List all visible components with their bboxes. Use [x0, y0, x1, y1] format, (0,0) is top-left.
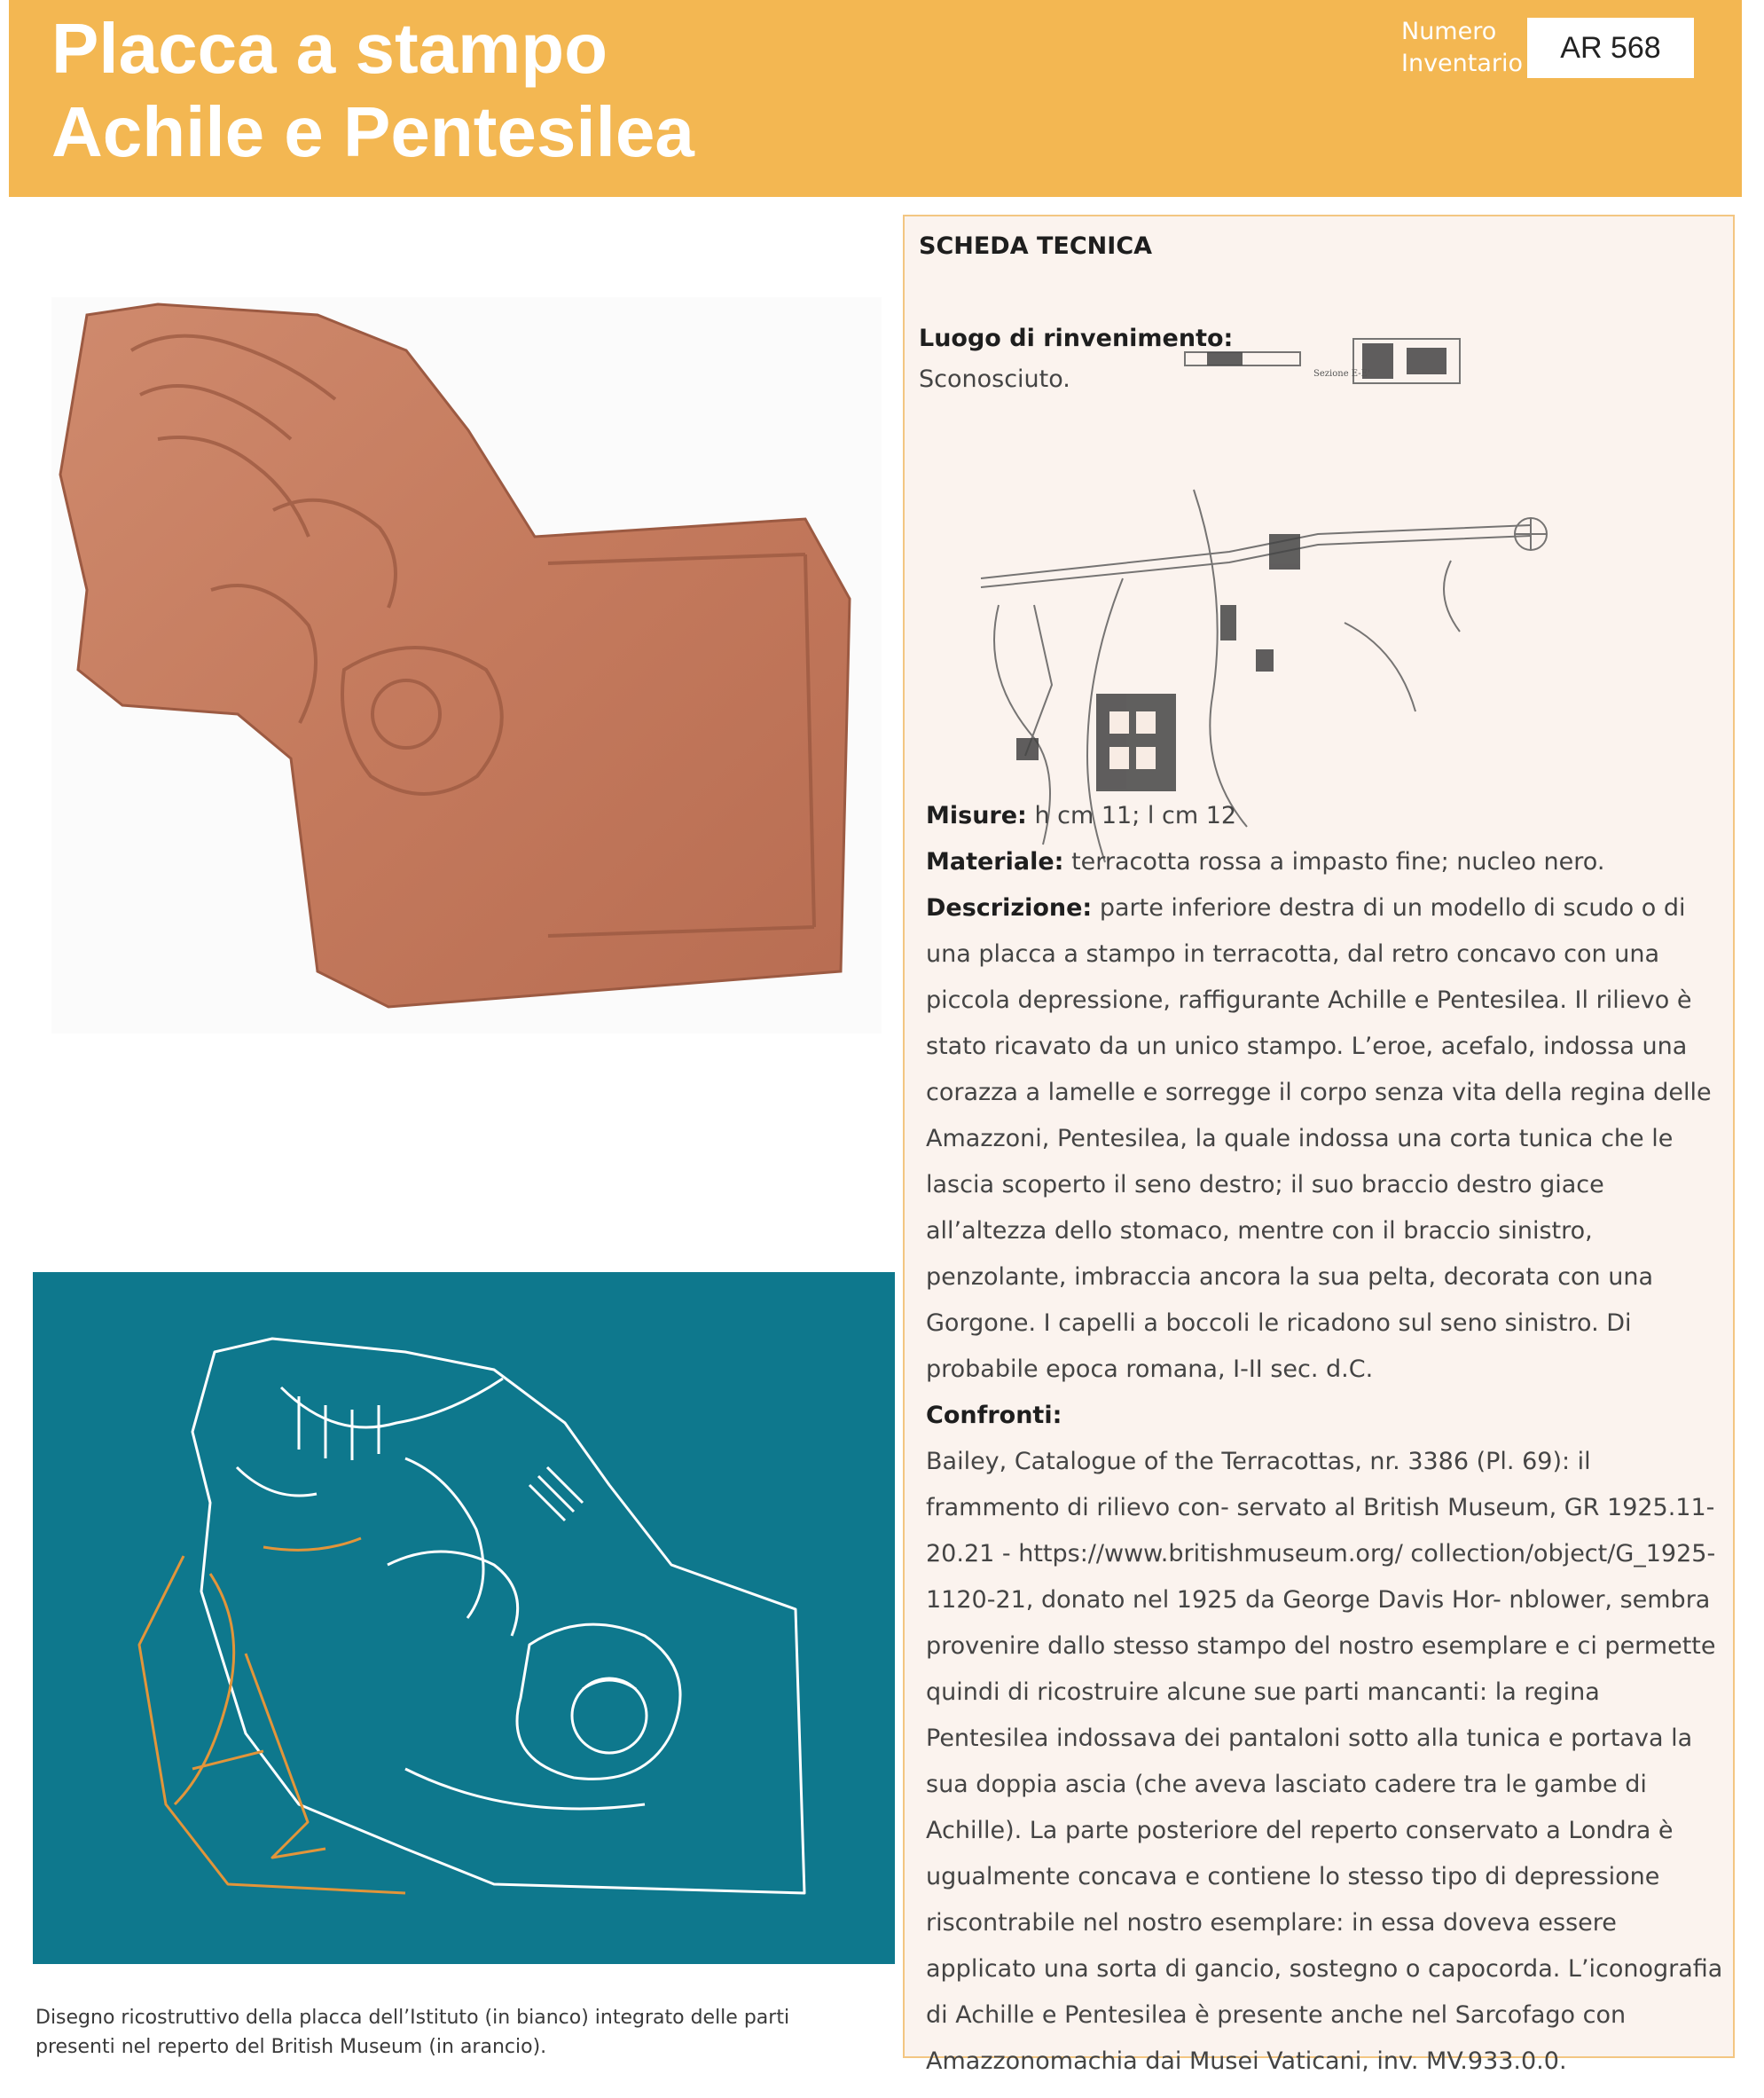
- confronti-value: Bailey, Catalogue of the Terracottas, nr. 3386 (Pl. 69): il frammento di rilievo con- servato al British Museum, GR 1925.11- 20.21 - https://www.britishmuseum.org/ collection/object/G_1925-1120-21, donato nel 1925 da George Davis Hor- nblower, sembra provenire dallo stesso stampo del nostro esemplare e ci permette quindi di ricostruire alcune sue parti mancanti: la regina Pentesilea indossava dei pantaloni sotto alla tunica e portava la sua doppia ascia (che aveva lasciato cadere tra le gambe di Achille). La parte posteriore del reperto conservato a Londra è ugualmente concava e contiene lo stesso tipo di depressione riscontrabile nel nostro esemplare: in essa doveva essere applicato una sorta di gancio, sostegno o capocorda. L’iconografia di Achille e Pentesilea è presente anche nel Sarcofago con Amazzonomachia dai Musei Vaticani, inv. MV.933.0.0.: [926, 1448, 1723, 2075]
- misure-value: h cm 11; l cm 12: [1034, 802, 1237, 829]
- misure-label: Misure:: [926, 802, 1027, 829]
- descrizione-row: [926, 885, 1724, 1393]
- luogo-value: Sconosciuto.: [919, 365, 1070, 393]
- technical-card: [903, 215, 1735, 2075]
- materiale-row: [926, 839, 1724, 885]
- title-line-2: Achile e Pentesilea: [51, 92, 694, 171]
- descrizione-label: Descrizione:: [926, 894, 1093, 922]
- inventory-label: [1401, 16, 1523, 80]
- page-title: [51, 7, 694, 174]
- misure-row: [926, 793, 1724, 839]
- reconstruction-drawing: [33, 1272, 895, 1964]
- drawing-caption: [35, 2003, 887, 2062]
- caption-line-1: Disegno ricostruttivo della placca dell’Istituto (in bianco) integrato delle parti: [35, 2007, 790, 2029]
- plaque-photo: [51, 297, 882, 1033]
- descrizione-value: parte inferiore destra di un modello di scudo o di una placca a stampo in terracotta, dal retro concavo con una piccola depressione, raffigurante Achille e Pentesilea. Il rilievo è stato ricavato da un unico stampo. L’eroe, acefalo, indossa una corazza a lamelle e sorregge il corpo senza vita della regina delle Amazzoni, Pentesilea, la quale indossa una corta tunica che le lascia scoperto il seno destro; il suo braccio destro giace all’altezza dello stomaco, mentre con il braccio sinistro, penzolante, imbraccia ancora la sua pelta, decorata con una Gorgone. I capelli a boccoli le ricadono sul seno sinistro. Di probabile epoca romana, I-II sec. d.C.: [926, 894, 1712, 1383]
- luogo-section: [919, 318, 1233, 400]
- card-heading: SCHEDA TECNICA: [919, 232, 1153, 260]
- header-banner: [9, 0, 1742, 197]
- inventory-label-line-1: Numero: [1401, 18, 1497, 45]
- card-body: [926, 793, 1724, 2085]
- title-line-1: Placca a stampo: [51, 9, 608, 88]
- map-label: Sezione E-E': [1313, 369, 1370, 379]
- materiale-value: terracotta rossa a impasto fine; nucleo nero.: [1071, 848, 1605, 876]
- caption-line-2: presenti nel reperto del British Museum (in arancio).: [35, 2036, 547, 2058]
- confronti-label: Confronti:: [926, 1402, 1062, 1429]
- materiale-label: Materiale:: [926, 848, 1064, 876]
- reconstruction-drawing-image: [33, 1272, 895, 1964]
- plaque-photo-image: [51, 297, 882, 1033]
- luogo-label: Luogo di rinvenimento:: [919, 325, 1234, 352]
- inventory-number: AR 568: [1527, 18, 1694, 78]
- inventory-label-line-2: Inventario: [1401, 50, 1524, 77]
